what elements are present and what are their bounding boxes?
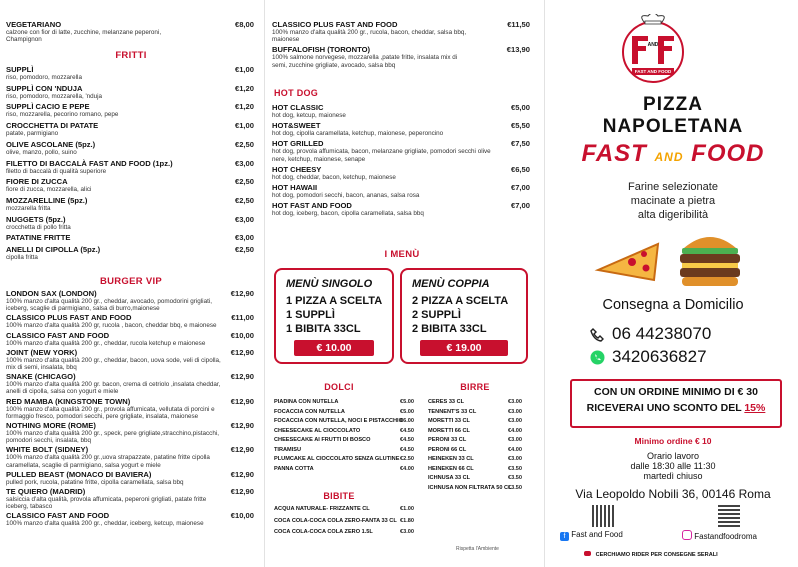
beer-item (428, 398, 522, 408)
combo-line: 2 BIBITA 33CL (412, 323, 487, 335)
item-price: €13,90 (506, 45, 530, 55)
combo-line: 2 SUPPLÌ (412, 309, 461, 321)
beer-item (428, 455, 522, 465)
bibite-title: BIBITE (323, 491, 355, 501)
combo-title: MENÙ SINGOLO (286, 278, 373, 290)
item-price: €3.00 (508, 437, 522, 443)
hotdog-title: HOT DOG (274, 88, 319, 98)
hours-range: dalle 18:30 alle 11:30 (630, 461, 716, 471)
vegetariano-block (6, 20, 254, 43)
item-price: €12,90 (230, 289, 254, 298)
fritti-item (6, 140, 254, 156)
fritti-item (6, 233, 254, 242)
instagram-icon (682, 530, 692, 540)
fritti-item (6, 159, 254, 175)
fritti-item (6, 84, 254, 100)
item-price: €12,90 (230, 421, 254, 431)
whatsapp-icon (590, 350, 605, 365)
fritti-item (6, 65, 254, 81)
item-name: PULLED BEAST (MONACO DI BAVIERA) (6, 469, 152, 479)
fritti-item (6, 121, 254, 137)
combo-single (274, 268, 394, 364)
item-price: €1,00 (234, 121, 254, 131)
item-price: €12,90 (230, 487, 254, 497)
item-name: PERONI 33 CL (428, 437, 467, 443)
brand-food: FOOD (691, 140, 765, 167)
combo-price: € 10.00 (294, 340, 374, 356)
column-right (548, 0, 798, 567)
menu-item (6, 20, 254, 43)
item-price: €4.00 (508, 446, 522, 453)
tagline-line: macinate a pietra (630, 195, 716, 207)
beer-item (428, 417, 522, 427)
item-description: 100% manzo d'alta qualità 200 gr.,uova strapazzate, patatine fritte cipolla caramellata, scaglie di parmigiano, salsa yogurt e miele (6, 454, 210, 469)
burger-item (272, 45, 530, 68)
closed-day: martedì chiuso (643, 471, 703, 481)
phone-icon (590, 328, 604, 342)
burger-item (6, 445, 254, 468)
item-name: VEGETARIANO (6, 20, 62, 29)
item-name: FOCACCIA CON NUTELLA (274, 408, 345, 415)
top-burgers (272, 20, 530, 71)
item-name: SUPPLÌ (6, 65, 34, 74)
menu-title: I MENÙ (384, 249, 420, 260)
dolci-title: DOLCI (324, 382, 354, 392)
promo-line1: CON UN ORDINE MINIMO DI € 30 (594, 386, 758, 398)
item-description: filetto di baccalà di qualità superiore (6, 167, 107, 175)
item-name: COCA COLA-COCA COLA ZERO 1.5L (274, 529, 373, 535)
burger-list (6, 289, 254, 529)
item-description: olive, manzo, pollo, suino (6, 148, 77, 156)
item-description: hot dog, iceberg, bacon, cipolla caramellata, salsa bbq (272, 210, 424, 218)
drink-item (274, 517, 414, 527)
item-description: calzone con fior di latte, zucchine, melanzane peperoni, Champignon (6, 29, 162, 44)
facebook-icon: f (560, 532, 569, 541)
item-price: €3.00 (508, 456, 522, 462)
birre-title: BIRRE (460, 382, 490, 392)
item-name: TENNENT'S 33 CL (428, 408, 477, 415)
item-name: JOINT (NEW YORK) (6, 347, 78, 357)
whatsapp-number[interactable]: 3420636827 (612, 347, 707, 366)
item-description: 100% salmone norvegese, mozzarella ,patate fritte, insalata mix di semi, zucchine grigliate, avocado, salsa bbq (272, 54, 458, 69)
item-name: NUGGETS (5pz.) (6, 214, 66, 224)
item-name: WHITE BOLT (SIDNEY) (6, 445, 89, 455)
item-name: SNAKE (CHICAGO) (6, 372, 76, 382)
item-description: 100% manzo d'alta qualità 200 gr., cheddar, bacon, uova sode, veli di cipolla, mix di semi, insalata, bbq (6, 356, 221, 372)
item-description: hot dog, pomodori secchi, bacon, ananas, salsa rosa (272, 192, 420, 200)
item-price: €4.00 (508, 427, 522, 434)
scooter-icon (584, 551, 591, 556)
burger-item (6, 313, 254, 329)
burger-item (6, 487, 254, 510)
item-description: 100% manzo d'alta qualità 200 gr., cheddar, avocado, pomodorini grigliati, iceberg, scaglie di parmigiano, salsa di burro,maionese (6, 298, 212, 313)
item-description: 100% manzo d'alta qualità 200 gr., speck, pere grigliate,stracchino,pistacchi, pomodori secchi, insalata, bbq (6, 430, 219, 445)
item-name: CHEESECAKE AI FRUTTI DI BOSCO (274, 437, 371, 443)
item-name: MOZZARELLINE (5pz.) (6, 195, 88, 205)
tagline-line: alta digeribilità (637, 209, 709, 221)
item-price: €5,00 (510, 103, 530, 112)
item-price: €12,90 (230, 372, 254, 382)
item-name: HEINEKEN 66 CL (428, 465, 474, 472)
dessert-item (274, 446, 414, 456)
item-description: riso, pomodoro, mozzarella (6, 74, 82, 81)
title-pizza: PIZZA (643, 94, 703, 115)
item-price: €10,00 (230, 330, 254, 340)
item-name: ICHNUSA NON FILTRATA 50 CL (428, 484, 512, 491)
item-price: €2,50 (234, 244, 254, 254)
min-order: Minimo ordine € 10 (634, 436, 712, 446)
burger-item (6, 470, 254, 486)
item-price: €2,50 (234, 177, 254, 187)
tagline-line: Farine selezionate (628, 181, 718, 193)
item-name: PIADINA CON NUTELLA (274, 399, 339, 405)
beer-item (428, 408, 522, 418)
item-price: €12,90 (230, 396, 254, 406)
item-name: FILETTO DI BACCALÀ FAST AND FOOD (1pz.) (6, 158, 173, 168)
combo-title: MENÙ COPPIA (412, 278, 490, 290)
hotdog-item (272, 103, 530, 119)
item-price: €3.50 (508, 475, 522, 481)
instagram-name: Fastandfoodroma (694, 532, 757, 541)
item-price: €3.00 (508, 399, 522, 405)
item-name: OLIVE ASCOLANE (5pz.) (6, 139, 96, 149)
item-name: PATATINE FRITTE (6, 233, 71, 243)
item-name: CERES 33 CL (428, 399, 465, 405)
logo-caption: FAST AND FOOD (632, 68, 674, 75)
combo-line: 1 BIBITA 33CL (286, 323, 361, 335)
item-price: €11,50 (507, 20, 530, 29)
promo-box (570, 379, 782, 428)
item-price: €7,00 (510, 201, 530, 211)
item-description: riso, pomodoro, mozzarella, 'nduja (6, 92, 103, 100)
item-price: €3.00 (508, 408, 522, 415)
item-description: mozzarella fritta (6, 204, 51, 212)
item-name: CLASSICO FAST AND FOOD (6, 511, 110, 521)
item-name: TE QUIERO (MADRID) (6, 487, 86, 497)
item-name: NOTHING MORE (ROME) (6, 421, 96, 431)
item-price: €6,50 (510, 164, 530, 174)
item-description: crocchetta di pollo fritta (6, 223, 71, 231)
burger-item (6, 372, 254, 395)
fritti-item (6, 102, 254, 118)
item-price: €10,00 (230, 511, 254, 521)
item-description: hot dog, cipolla caramellata, ketchup, maionese, peperoncino (272, 130, 444, 138)
burger-item (6, 348, 254, 371)
beer-item (428, 474, 522, 484)
item-name: HOT FAST AND FOOD (272, 201, 352, 211)
beer-item (428, 436, 522, 446)
rider-text: CERCHIAMO RIDER PER CONSEGNE SERALI (595, 552, 718, 558)
item-name: ACQUA NATURALE- FRIZZANTE CL (274, 506, 370, 512)
item-name: MORETTI 33 CL (428, 418, 470, 424)
item-name: RED MAMBA (KINGSTONE TOWN) (6, 396, 131, 406)
item-name: ANELLI DI CIPOLLA (5pz.) (6, 244, 101, 254)
hotdog-list (272, 103, 530, 219)
hotdog-item (272, 201, 530, 217)
item-name: CHEESECAKE AL CIOCCOLATO (274, 427, 361, 434)
item-description: hot dog, cheddar, bacon, ketchup, maionese (272, 173, 396, 181)
item-price: €5,50 (510, 121, 530, 131)
facebook-qr-code[interactable] (592, 505, 614, 527)
item-name: FIORE DI ZUCCA (6, 177, 68, 187)
item-name: HOT&SWEET (272, 121, 321, 131)
fold-line (544, 0, 545, 567)
drink-item (274, 528, 414, 538)
combo-line: 1 PIZZA A SCELTA (286, 295, 383, 307)
tagline (548, 180, 798, 222)
item-price: €3,00 (234, 214, 254, 224)
item-name: CROCCHETTA DI PATATE (6, 121, 99, 131)
beer-item (428, 484, 522, 494)
item-price: €5.00 (400, 399, 414, 405)
promo-line2 (572, 402, 780, 414)
burger-item (6, 331, 254, 347)
promo-text: RICEVERAI UNO SCONTO DEL (586, 402, 745, 414)
item-price: €12,90 (230, 445, 254, 455)
item-description: hot dog, provola affumicata, bacon, melanzane grigliate, pomodori secchi olive nere, ketchup, maionese, senape (272, 148, 491, 163)
item-name: TIRAMISU (274, 446, 302, 453)
item-name: HEINEKEN 33 CL (428, 456, 474, 462)
hotdog-item (272, 121, 530, 137)
item-name: CLASSICO PLUS FAST AND FOOD (6, 313, 132, 323)
burger-item (6, 511, 254, 527)
burger-item (6, 397, 254, 420)
item-name: HOT CLASSIC (272, 103, 324, 112)
item-price: €3.50 (508, 465, 522, 472)
item-price: €7,50 (510, 139, 530, 149)
item-name: HOT CHEESY (272, 164, 322, 174)
combo-price: € 19.00 (420, 340, 508, 356)
item-name: HOT GRILLED (272, 139, 324, 149)
instagram-qr-code[interactable] (718, 505, 740, 527)
dessert-item (274, 436, 414, 446)
hotdog-item (272, 183, 530, 199)
title-napoletana: NAPOLETANA (602, 116, 744, 137)
brand-name (548, 140, 798, 168)
beer-item (428, 427, 522, 437)
combo-line: 1 SUPPLÌ (286, 309, 335, 321)
item-price: €4.50 (400, 446, 414, 453)
brand-and: AND (654, 150, 684, 164)
pizza-burger-illustration-icon (588, 224, 758, 290)
item-description: patate, parmigiano (6, 130, 59, 138)
hours-title: Orario lavoro (646, 451, 700, 461)
item-price: €3.00 (400, 529, 414, 535)
fritti-item (6, 245, 254, 261)
item-description: salsiccia d'alta qualità, provola affumicata, peperoni grigliati, patate fritte iceberg, tabasco (6, 496, 207, 511)
item-price: €7,00 (510, 183, 530, 193)
beer-item (428, 465, 522, 475)
hotdog-item (272, 165, 530, 181)
item-name: HOT HAWAII (272, 183, 318, 193)
burger-item (6, 289, 254, 312)
burger-item (6, 421, 254, 444)
brand-fast: FAST (581, 140, 647, 167)
facebook-name: Fast and Food (571, 530, 623, 539)
item-name: FOCACCIA CON NUTELLA, NOCI E PISTACCHIO (274, 418, 403, 424)
item-description: 100% manzo d'alta qualità 200 gr., cheddar, rucola ketchup e maionese (6, 339, 206, 347)
item-name: ICHNUSA 33 CL (428, 475, 471, 481)
item-price: €5.00 (400, 408, 414, 415)
item-name: BUFFALOFISH (TORONTO) (272, 45, 371, 55)
item-name: SUPPLÌ CACIO E PEPE (6, 102, 90, 112)
column-left (0, 0, 262, 567)
dessert-item (274, 465, 414, 475)
item-price: €1.80 (400, 517, 414, 524)
item-description: hot dog, ketcup, maionese (272, 112, 346, 119)
item-price: €2,50 (234, 195, 254, 205)
combo-line: 2 PIZZA A SCELTA (412, 295, 509, 307)
item-price: €11,00 (231, 313, 254, 323)
item-name: CLASSICO PLUS FAST AND FOOD (272, 20, 398, 29)
promo-percent: 15% (744, 402, 766, 414)
item-price: €12,90 (230, 469, 254, 479)
burger-item (272, 20, 530, 43)
item-price: €2,50 (234, 139, 254, 149)
facebook-row[interactable] (560, 530, 623, 541)
dessert-item (274, 408, 414, 418)
combo-couple (400, 268, 528, 364)
item-name: SUPPLÌ CON 'NDUJA (6, 83, 83, 93)
fold-line (264, 0, 265, 567)
item-name: PERONI 66 CL (428, 446, 467, 453)
delivery-title: Consegna a Domicilio (602, 297, 744, 313)
item-description: 100% manzo d'alta qualità 200 gr. bacon, crema di cetriolo ,insalata cheddar, anelli di cipolla, salsa con yogurt e miele (6, 381, 221, 396)
item-name: COCA COLA-COCA COLA ZERO-FANTA 33 CL (274, 517, 397, 524)
dessert-item (274, 455, 414, 465)
dolci-list (274, 398, 414, 474)
item-price: €8,00 (234, 20, 254, 29)
phone-number[interactable]: 06 44238070 (612, 324, 712, 343)
item-name: LONDON SAX (LONDON) (6, 289, 97, 298)
logo-and-text: AND (647, 42, 659, 48)
item-description: 100% manzo d'alta qualità 200 gr, rucola , bacon, cheddar bbq, e maionese (6, 322, 217, 330)
item-description: cipolla fritta (6, 253, 38, 261)
opening-hours (548, 451, 798, 481)
item-price: €12,90 (230, 347, 254, 357)
item-name: PLUMCAKE AL CIOCCOLATO SENZA GLUTINE (274, 456, 400, 462)
bibite-list (274, 505, 414, 540)
item-price: €1.00 (400, 506, 414, 512)
item-price: €3.00 (508, 418, 522, 424)
fritti-list (6, 65, 254, 264)
item-name: CLASSICO FAST AND FOOD (6, 330, 110, 340)
item-price: €3,00 (234, 233, 254, 243)
dessert-item (274, 398, 414, 408)
burger-vip-title: BURGER VIP (99, 276, 163, 287)
item-description: 100% manzo d'alta qualità 200 gr., rucola, bacon, cheddar, salsa bbq, maionese (272, 29, 467, 44)
instagram-row[interactable] (682, 530, 757, 541)
item-description: 100% manzo d'alta qualità 200 gr., cheddar, iceberg, ketcup, maionese (6, 520, 204, 528)
item-price: €4.50 (400, 437, 414, 443)
fritti-title: FRITTI (115, 50, 147, 61)
fritti-item (6, 215, 254, 231)
item-description: 100% manzo d'alta qualità 200 gr., provola affumicata, vellutata di porcini e formaggio fresco, pomodori secchi, pere grigliate, insalata, maionese (6, 405, 215, 420)
dessert-item (274, 417, 414, 427)
item-description: fiore di zucca, mozzarella, alici (6, 186, 92, 194)
item-price: €4.00 (400, 465, 414, 472)
item-price: €3.50 (508, 484, 522, 491)
item-price: €3,00 (234, 158, 254, 168)
item-description: riso, mozzarella, pecorino romano, pepe (6, 111, 119, 119)
hotdog-item (272, 139, 530, 162)
item-description: pulled pork, rucola, patatine fritte, cipolla caramellata, salsa bbq (6, 478, 184, 486)
drink-item (274, 505, 414, 515)
item-name: MORETTI 66 CL (428, 427, 470, 434)
rider-notice (584, 551, 718, 558)
logo (618, 14, 688, 84)
item-price: €4.50 (400, 427, 414, 434)
item-price: €1,00 (234, 65, 254, 74)
item-price: €1,20 (234, 83, 254, 93)
item-name: PANNA COTTA (274, 465, 314, 472)
item-price: €2.50 (400, 456, 414, 462)
item-price: €6.00 (400, 418, 414, 424)
fritti-item (6, 177, 254, 193)
birre-list (428, 398, 522, 493)
dessert-item (274, 427, 414, 437)
fritti-item (6, 196, 254, 212)
eco-note: Rispetta l'Ambiente (456, 546, 499, 552)
address: Via Leopoldo Nobili 36, 00146 Roma (575, 487, 771, 501)
column-middle (266, 0, 538, 567)
beer-item (428, 446, 522, 456)
item-price: €1,20 (234, 102, 254, 112)
